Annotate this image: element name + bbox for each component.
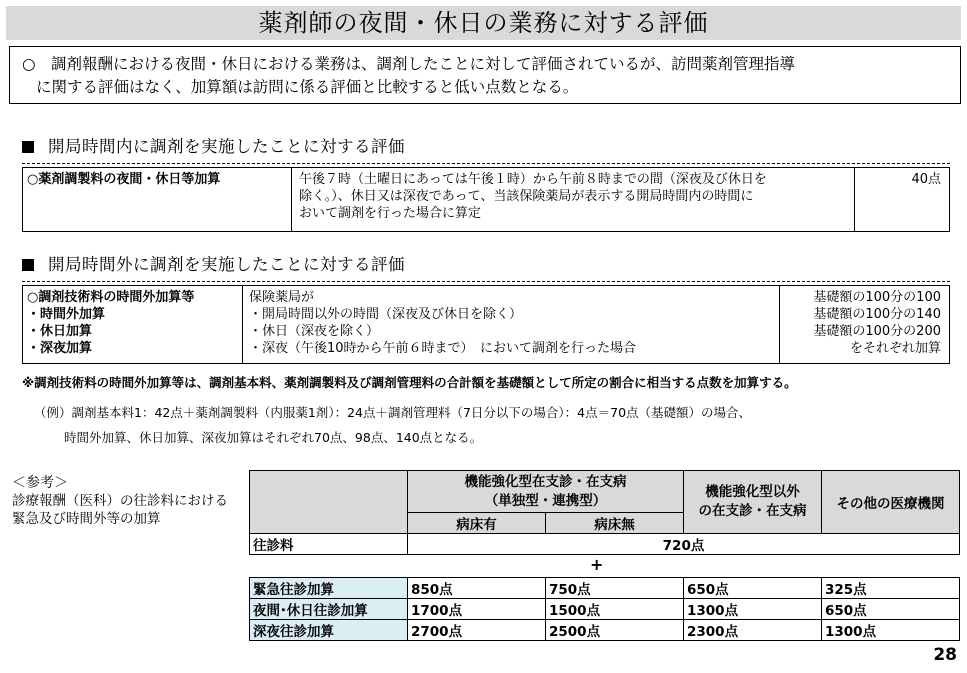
row-value: 325点 [822, 578, 960, 599]
header-col-2-line-1: 機能強化型以外 [705, 484, 800, 500]
page-number: 28 [933, 645, 957, 665]
section2-item-name-1: ○調剤技術料の時間外加算等 [27, 290, 195, 305]
row-value: 2300点 [684, 620, 822, 641]
section1-heading-text: 開局時間内に調剤を実施したことに対する評価 [48, 137, 405, 156]
header-col-1 [408, 471, 684, 513]
section1-item-name: ○薬剤調製料の夜間・休日等加算 [27, 172, 221, 187]
section2-points-4: をそれぞれ加算 [849, 341, 941, 356]
section2-dashed-divider [22, 281, 950, 282]
example-line-1: （例）調剤基本料1：42点＋薬剤調製料（内服薬1剤）：24点＋調剤管理料（7日分以下の場合）：4点＝70点（基礎額）の場合、 [34, 405, 752, 420]
reference-label: ＜参考＞ [12, 475, 68, 491]
page-title: 薬剤師の夜間・休日の業務に対する評価 [258, 9, 709, 37]
section1-table [22, 167, 950, 232]
section1-desc-line-3: おいて調剤を行った場合に算定 [299, 206, 482, 221]
header-col-2-line-2: の在支診・在支病 [698, 503, 807, 519]
header-col-2 [684, 471, 822, 534]
row-value: 1300点 [684, 599, 822, 620]
section1-dashed-divider [22, 163, 950, 164]
addition-table [249, 577, 960, 641]
row-label: 緊急往診加算 [250, 578, 408, 599]
row-value: 1300点 [822, 620, 960, 641]
row-value: 750点 [546, 578, 684, 599]
section2-heading [22, 251, 405, 275]
section1-col-divider-1 [291, 168, 292, 231]
section2-desc-line-4: ・深夜（午後10時から午前６時まで） において調剤を行った場合 [249, 341, 637, 356]
section2-col-divider-1 [242, 286, 243, 363]
row-label: 夜間･休日往診加算 [250, 599, 408, 620]
square-bullet-icon [22, 141, 34, 153]
plus-sign: + [590, 555, 604, 574]
section1-desc-line-1: 午後７時（土曜日にあっては午後１時）から午前８時までの間（深夜及び休日を [299, 172, 767, 187]
row-value: 650点 [822, 599, 960, 620]
header-sub-1: 病床有 [408, 513, 546, 534]
section2-item-name-4: ・深夜加算 [27, 341, 93, 356]
section1-desc-line-2: 除く。）、休日又は深夜であって、当該保険薬局が表示する開局時間内の時間に [299, 189, 754, 204]
table-row [250, 599, 960, 620]
header-empty-cell [250, 471, 408, 534]
header-col-3: その他の医療機関 [822, 471, 960, 534]
reference-desc-1: 診療報酬（医科）の往診料における [12, 493, 228, 509]
table-row [250, 578, 960, 599]
section2-desc-line-3: ・休日（深夜を除く） [249, 324, 380, 339]
row-value: 850点 [408, 578, 546, 599]
section2-heading-text: 開局時間外に調剤を実施したことに対する評価 [48, 255, 405, 274]
row-value: 1700点 [408, 599, 546, 620]
row-value: 1500点 [546, 599, 684, 620]
base-row-value: 720点 [408, 534, 960, 555]
base-row-label: 往診料 [250, 534, 408, 555]
summary-line-2: に関する評価はなく、加算額は訪問に係る評価と比較すると低い点数となる。 [36, 78, 579, 96]
section2-item-name-3: ・休日加算 [27, 324, 93, 339]
header-col-1-line-1: 機能強化型在支診・在支病 [464, 473, 627, 490]
section1-heading [22, 133, 405, 157]
header-col-1-line-2: （単独型・連携型） [484, 492, 607, 509]
section1-col-divider-2 [854, 168, 855, 231]
section2-points-1: 基礎額の100分の100 [813, 290, 941, 305]
row-label: 深夜往診加算 [250, 620, 408, 641]
header-sub-2: 病床無 [546, 513, 684, 534]
section2-desc-line-2: ・開局時間以外の時間（深夜及び休日を除く） [249, 307, 523, 322]
section1-points: 40点 [911, 172, 941, 187]
row-value: 2500点 [546, 620, 684, 641]
row-value: 2700点 [408, 620, 546, 641]
reference-table [249, 470, 960, 555]
square-bullet-icon [22, 259, 34, 271]
section2-points-2: 基礎額の100分の140 [813, 307, 941, 322]
table-row [250, 620, 960, 641]
example-line-2: 時間外加算、休日加算、深夜加算はそれぞれ70点、98点、140点となる。 [64, 430, 483, 445]
note-text: ※調剤技術料の時間外加算等は、調剤基本料、薬剤調製料及び調剤管理料の合計額を基礎額として所定の割合に相当する点数を加算する。 [22, 375, 797, 390]
row-value: 650点 [684, 578, 822, 599]
summary-line-1: ○ 調剤報酬における夜間・休日における業務は、調剤したことに対して評価されているが、訪問薬剤管理指導 [22, 55, 796, 73]
section2-col-divider-2 [779, 286, 780, 363]
section2-points-3: 基礎額の100分の200 [813, 324, 941, 339]
summary-box [9, 46, 961, 104]
section2-desc-line-1: 保険薬局が [249, 290, 315, 305]
reference-desc-2: 緊急及び時間外等の加算 [12, 511, 161, 527]
section2-item-name-2: ・時間外加算 [27, 307, 106, 322]
section2-table [22, 285, 950, 364]
